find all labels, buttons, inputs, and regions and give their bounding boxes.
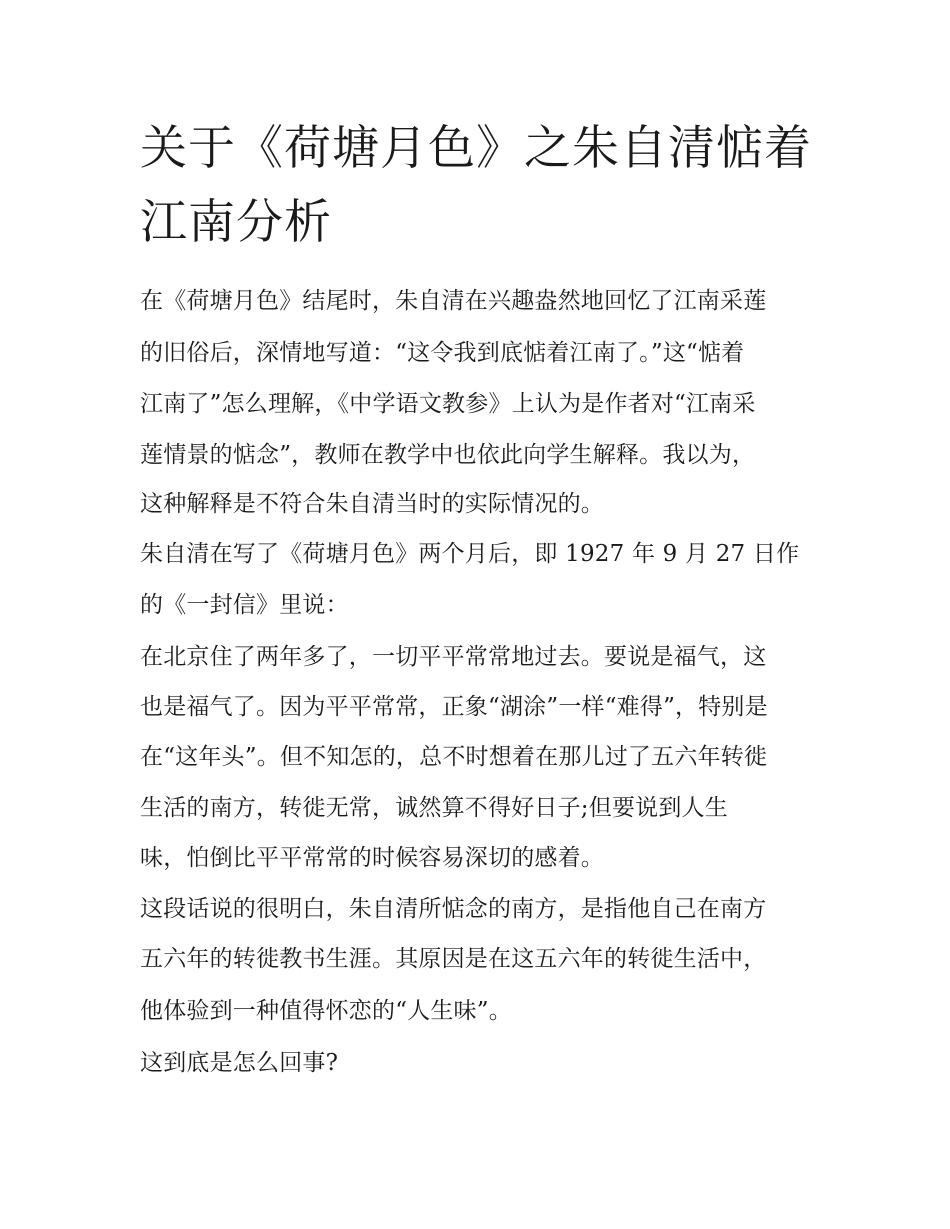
body-line: 在《荷塘月色》结尾时，朱自清在兴趣盎然地回忆了江南采莲: [140, 288, 767, 314]
body-line: 也是福气了。因为平平常常，正象“湖涂”一样“难得”，特别是: [140, 694, 768, 720]
body-line: 莲情景的惦念”，教师在教学中也依此向学生解释。我以为，: [140, 442, 756, 468]
document-title: 关于《荷塘月色》之朱自清惦着江南分析: [140, 121, 812, 250]
body-line: 味，怕倒比平平常常的时候容易深切的感着。: [140, 845, 604, 871]
body-line: 江南了”怎么理解，《中学语文教参》上认为是作者对“江南采: [140, 391, 756, 417]
body-line: 在“这年头”。但不知怎的，总不时想着在那儿过了五六年转徙: [140, 744, 768, 770]
body-line: 他体验到一种值得怀恋的“人生味”。: [140, 998, 512, 1024]
body-line: 这到底是怎么回事?: [140, 1050, 339, 1076]
body-line: 的《一封信》里说：: [140, 592, 349, 618]
body-line: 这种解释是不符合朱自清当时的实际情况的。: [140, 491, 604, 517]
body-line: 五六年的转徙教书生涯。其原因是在这五六年的转徙生活中，: [140, 946, 767, 972]
body-line: 这段话说的很明白，朱自清所惦念的南方，是指他自己在南方: [140, 896, 767, 922]
body-line: 的旧俗后，深情地写道：“这令我到底惦着江南了。”这“惦着: [140, 340, 745, 366]
body-line: 朱自清在写了《荷塘月色》两个月后，即 1927 年 9 月 27 日作: [140, 541, 800, 567]
body-line: 在北京住了两年多了，一切平平常常地过去。要说是福气，这: [140, 644, 767, 670]
body-line: 生活的南方，转徙无常，诚然算不得好日子;但要说到人生: [140, 795, 728, 821]
